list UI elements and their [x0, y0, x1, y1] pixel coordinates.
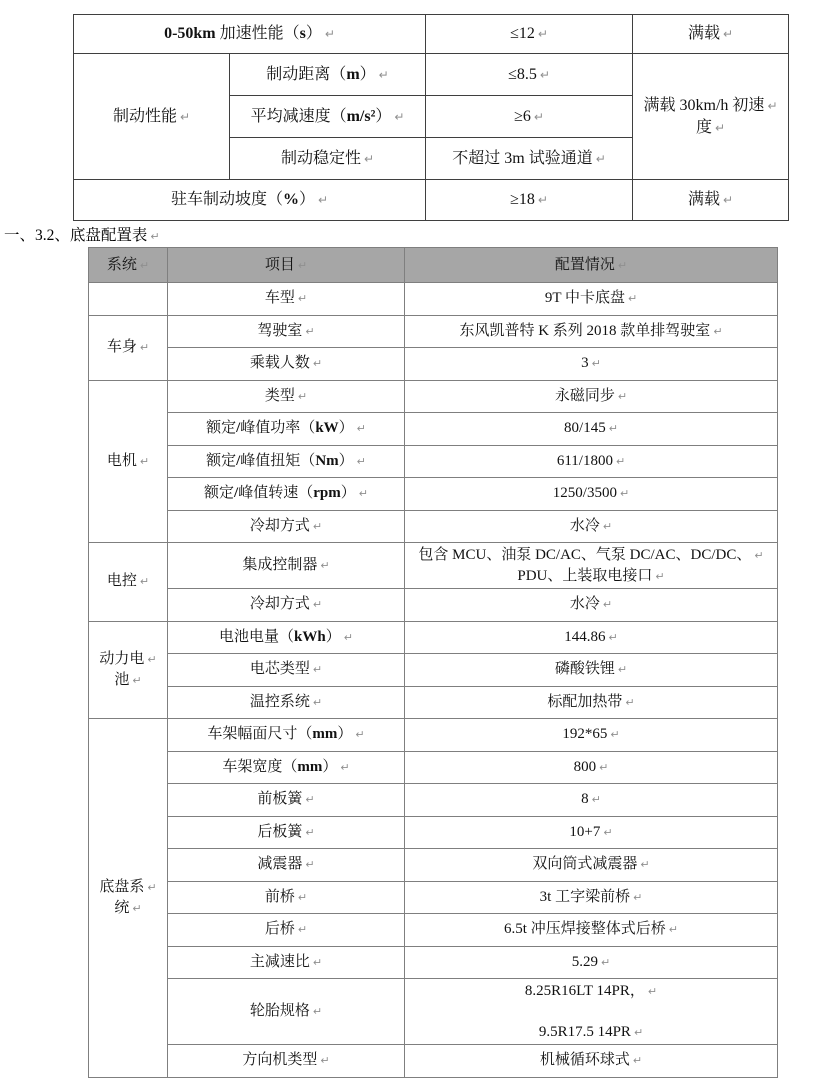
cell-text: s [299, 25, 306, 42]
cell-text: ） [298, 191, 315, 208]
paragraph-return-mark: ↵ [602, 519, 613, 533]
cell-system-control [89, 543, 168, 622]
cell-item [168, 881, 405, 914]
cell-item [168, 1045, 405, 1078]
cell-text: 满载 [687, 25, 720, 42]
paragraph-return-mark: ↵ [394, 109, 405, 124]
table-row [89, 751, 778, 784]
paragraph-return-mark: ↵ [655, 569, 665, 583]
paragraph-return-mark: ↵ [632, 1054, 643, 1068]
cell-text: 冷却方式 [249, 517, 310, 534]
table-row [89, 283, 778, 316]
cell-text: ） [359, 65, 376, 83]
paragraph-return-mark: ↵ [378, 67, 389, 82]
cell-text: m/s² [346, 107, 376, 125]
cell-text: 前桥 [264, 888, 295, 905]
paragraph-return-mark: ↵ [305, 324, 315, 338]
paragraph-return-mark: ↵ [533, 109, 544, 124]
paragraph-return-mark: ↵ [640, 858, 650, 872]
cell-config [405, 946, 778, 979]
table-row [89, 881, 778, 914]
paragraph-return-mark: ↵ [312, 598, 323, 612]
cell-text: mm [297, 758, 323, 775]
cell-text: 类型 [264, 387, 295, 404]
paragraph-return-mark: ↵ [601, 955, 611, 969]
cell-accel-value [426, 15, 633, 54]
paragraph-return-mark: ↵ [767, 98, 778, 113]
table-row [89, 445, 778, 478]
cell-text: 611/1800 [556, 452, 613, 469]
header-system [89, 248, 168, 283]
cell-text: 0-50km [164, 25, 216, 42]
paragraph-return-mark: ↵ [615, 454, 626, 468]
cell-config [405, 478, 778, 511]
paragraph-return-mark: ↵ [297, 389, 308, 403]
cell-system-chassis [89, 719, 168, 1078]
section-heading [4, 226, 160, 247]
paragraph-return-mark: ↵ [627, 292, 638, 306]
paragraph-return-mark: ↵ [297, 258, 308, 272]
cell-text: 峰值功率（ [240, 420, 316, 437]
cell-text: 800 [573, 758, 597, 775]
cell-text: 减震器 [257, 856, 303, 873]
cell-text: 底盘系 [99, 878, 145, 895]
paragraph-return-mark: ↵ [537, 27, 548, 41]
cell-item [168, 348, 405, 381]
cell-text: 制动距离（ [266, 65, 347, 83]
cell-text: 车架幅面尺寸（ [207, 726, 313, 743]
cell-text: 额定 [206, 420, 237, 437]
table-row [89, 510, 778, 543]
cell-stability-value [426, 138, 633, 180]
cell-text: ） [325, 628, 341, 645]
cell-text: 池 [114, 671, 130, 688]
cell-text: kW [315, 420, 339, 437]
cell-text: 项目 [264, 256, 295, 273]
paragraph-return-mark: ↵ [312, 519, 323, 533]
cell-brake-distance-label [230, 54, 426, 96]
cell-item [168, 979, 405, 1045]
cell-text: 10+7 [569, 823, 601, 840]
cell-item [168, 946, 405, 979]
cell-brake-condition [633, 54, 789, 180]
paragraph-return-mark: ↵ [147, 652, 157, 666]
cell-item [168, 784, 405, 817]
paragraph-return-mark: ↵ [139, 258, 150, 272]
cell-text: 192*65 [562, 726, 608, 743]
paragraph-return-mark: ↵ [320, 559, 330, 572]
table-row [89, 686, 778, 719]
cell-config [405, 445, 778, 478]
cell-text: 8.25R16LT 14PR， [524, 982, 645, 999]
cell-text: / [236, 452, 241, 469]
paragraph-return-mark: ↵ [297, 292, 308, 306]
cell-text: 标配加热带 [547, 693, 623, 710]
paragraph-return-mark: ↵ [312, 663, 323, 677]
paragraph-return-mark: ↵ [754, 548, 764, 562]
cell-config [405, 315, 778, 348]
paragraph-return-mark: ↵ [139, 454, 150, 468]
cell-item [168, 621, 405, 654]
table-row [89, 816, 778, 849]
paragraph-return-mark: ↵ [305, 825, 315, 839]
table-row [89, 315, 778, 348]
paragraph-return-mark: ↵ [147, 880, 157, 894]
cell-text: 水冷 [569, 517, 600, 534]
cell-text: m [346, 65, 360, 83]
cell-decel-label [230, 96, 426, 138]
cell-text: 额定 [206, 452, 237, 469]
cell-text: PDU、上装取电接口 [517, 567, 653, 584]
cell-system-battery [89, 621, 168, 719]
cell-item [168, 543, 405, 589]
cell-item [168, 413, 405, 446]
cell-text: 车身 [106, 339, 137, 355]
cell-config [405, 816, 778, 849]
table-row [89, 719, 778, 752]
cell-text: 制动稳定性 [280, 149, 361, 167]
cell-text: 1250/3500 [552, 485, 617, 502]
table-row [89, 413, 778, 446]
paragraph-return-mark: ↵ [722, 27, 734, 41]
cell-text: ≤12 [510, 25, 535, 42]
cell-text: 6.5t 冲压焊接整体式后桥 [504, 921, 666, 938]
paragraph-return-mark: ↵ [599, 760, 609, 774]
paragraph-return-mark: ↵ [139, 341, 150, 354]
paragraph-return-mark: ↵ [591, 793, 601, 807]
cell-text: 峰值转速（ [238, 485, 314, 502]
cell-config [405, 283, 778, 316]
cell-config [405, 849, 778, 882]
cell-text: 温控系统 [249, 693, 310, 710]
cell-config [405, 413, 778, 446]
cell-text: 包含 MCU、油泵 DC/AC、气泵 DC/AC、DC/DC、 [418, 546, 752, 563]
cell-text: 前板簧 [257, 791, 303, 808]
paragraph-return-mark: ↵ [608, 630, 618, 644]
paragraph-return-mark: ↵ [356, 454, 366, 468]
cell-text: 满载 [687, 191, 720, 208]
cell-item [168, 283, 405, 316]
cell-text: 轮胎规格 [249, 1003, 310, 1019]
cell-text: 机械循环球式 [539, 1052, 630, 1069]
cell-text: ≤8.5 [508, 65, 537, 83]
performance-table [73, 14, 789, 221]
cell-item [168, 816, 405, 849]
cell-text: ≥6 [514, 107, 531, 125]
table-row [89, 979, 778, 1045]
cell-text: 驻车制动坡度（ [170, 191, 283, 208]
cell-text: 平均减速度（ [250, 107, 347, 125]
cell-text: 车型 [264, 290, 295, 307]
cell-text: 9T 中卡底盘 [544, 290, 625, 307]
cell-text: 系统 [106, 256, 137, 273]
cell-text: 80/145 [564, 420, 606, 437]
cell-text: 制动性能 [112, 107, 177, 125]
cell-text: 统 [114, 899, 130, 916]
cell-text: ） [322, 758, 338, 775]
cell-text: 主减速比 [249, 953, 310, 970]
paragraph-return-mark: ↵ [343, 630, 353, 644]
paragraph-return-mark: ↵ [633, 1025, 644, 1039]
table-row [89, 654, 778, 687]
cell-text: 电机 [106, 452, 137, 469]
cell-config [405, 914, 778, 947]
paragraph-return-mark: ↵ [625, 695, 635, 709]
cell-text: 方向机类型 [242, 1052, 318, 1069]
cell-config [405, 380, 778, 413]
table-row [89, 914, 778, 947]
cell-config [405, 348, 778, 381]
cell-parkbrake-label [74, 180, 426, 221]
cell-parkbrake-condition [633, 180, 789, 221]
paragraph-return-mark: ↵ [297, 890, 308, 904]
paragraph-return-mark: ↵ [713, 324, 723, 338]
cell-text: % [282, 191, 299, 208]
cell-item [168, 654, 405, 687]
cell-text: 不超过 3m 试验通道 [452, 149, 593, 167]
paragraph-return-mark: ↵ [602, 598, 613, 612]
paragraph-return-mark: ↵ [312, 1005, 323, 1018]
cell-item [168, 478, 405, 511]
cell-text: 乘载人数 [249, 355, 310, 372]
paragraph-return-mark: ↵ [714, 120, 726, 135]
paragraph-return-mark: ↵ [591, 357, 601, 371]
cell-config [405, 979, 778, 1045]
cell-text: 车架宽度（ [222, 758, 298, 775]
cell-text: 加速性能（ [215, 25, 300, 42]
cell-item [168, 380, 405, 413]
cell-text: 东风凯普特 K 系列 2018 款单排驾驶室 [459, 322, 711, 339]
cell-text: 电控 [106, 573, 137, 590]
cell-text: / [234, 485, 239, 502]
cell-accel-label [74, 15, 426, 54]
cell-text: 5.29 [571, 953, 599, 970]
cell-config [405, 1045, 778, 1078]
paragraph-return-mark: ↵ [537, 193, 548, 207]
header-item [168, 248, 405, 283]
cell-brake-distance-value [426, 54, 633, 96]
table-row [74, 54, 789, 96]
cell-config [405, 751, 778, 784]
paragraph-return-mark: ↵ [355, 728, 365, 742]
table-row [89, 946, 778, 979]
cell-text: 双向筒式减震器 [532, 856, 638, 873]
cell-text: 峰值扭矩（ [240, 452, 316, 469]
table-row [89, 478, 778, 511]
paragraph-return-mark: ↵ [633, 890, 643, 904]
paragraph-return-mark: ↵ [132, 901, 142, 915]
paragraph-return-mark: ↵ [539, 67, 550, 82]
table-row [89, 784, 778, 817]
paragraph-return-mark: ↵ [320, 1054, 330, 1068]
cell-text: 水冷 [569, 596, 600, 613]
paragraph-return-mark: ↵ [297, 923, 308, 937]
table-row [89, 380, 778, 413]
cell-item [168, 686, 405, 719]
paragraph-return-mark: ↵ [722, 193, 734, 207]
cell-config [405, 510, 778, 543]
cell-config [405, 589, 778, 622]
cell-system-body [89, 315, 168, 380]
cell-text: ） [340, 485, 356, 502]
paragraph-return-mark: ↵ [619, 487, 630, 501]
cell-text: ） [305, 25, 322, 42]
table-row [89, 348, 778, 381]
cell-text: ） [375, 107, 392, 125]
cell-text: 满载 30km/h 初速 [643, 96, 765, 114]
cell-text: ） [338, 452, 354, 469]
table-row [89, 621, 778, 654]
cell-text: ） [338, 420, 354, 437]
paragraph-return-mark: ↵ [139, 575, 150, 589]
cell-text: Nm [315, 452, 339, 469]
cell-system-empty [89, 283, 168, 316]
cell-item [168, 445, 405, 478]
cell-text: 9.5R17.5 14PR [538, 1023, 631, 1040]
cell-text: 后桥 [264, 921, 295, 938]
cell-text: / [236, 420, 241, 437]
cell-text: 驾驶室 [257, 322, 303, 339]
paragraph-return-mark: ↵ [647, 984, 658, 998]
paragraph-return-mark: ↵ [668, 923, 678, 937]
cell-config [405, 621, 778, 654]
paragraph-return-mark: ↵ [324, 27, 335, 41]
paragraph-return-mark: ↵ [305, 858, 315, 872]
cell-decel-value [426, 96, 633, 138]
paragraph-return-mark: ↵ [608, 422, 618, 436]
table-row [74, 180, 789, 221]
table-row [89, 543, 778, 589]
cell-parkbrake-value [426, 180, 633, 221]
cell-text: 电芯类型 [249, 661, 310, 678]
cell-text: 144.86 [564, 628, 606, 645]
paragraph-return-mark: ↵ [617, 389, 628, 403]
cell-config [405, 719, 778, 752]
cell-text: 磷酸铁锂 [554, 661, 615, 678]
paragraph-return-mark: ↵ [312, 695, 323, 709]
cell-text: 一、3.2、底盘配置表 [4, 227, 148, 244]
table-row [89, 849, 778, 882]
paragraph-return-mark: ↵ [305, 793, 315, 807]
paragraph-return-mark: ↵ [132, 673, 142, 687]
cell-text: ） [337, 726, 353, 743]
cell-system-motor [89, 380, 168, 543]
paragraph-return-mark: ↵ [312, 955, 323, 969]
paragraph-return-mark: ↵ [603, 825, 613, 839]
paragraph-return-mark: ↵ [363, 151, 375, 166]
paragraph-return-mark: ↵ [356, 422, 366, 436]
cell-text: 额定 [204, 485, 235, 502]
cell-text: 集成控制器 [242, 557, 318, 573]
cell-text: 8 [581, 791, 589, 808]
paragraph-return-mark: ↵ [150, 230, 160, 243]
cell-text: kWh [294, 628, 326, 645]
cell-text: 度 [695, 118, 712, 136]
cell-config [405, 686, 778, 719]
cell-item [168, 914, 405, 947]
cell-config [405, 543, 778, 589]
table-row [89, 589, 778, 622]
cell-text: ≥18 [510, 191, 535, 208]
paragraph-return-mark: ↵ [340, 760, 350, 774]
cell-item [168, 719, 405, 752]
cell-config [405, 784, 778, 817]
cell-text: 电池电量（ [219, 628, 295, 645]
cell-text: 永磁同步 [554, 387, 615, 404]
paragraph-return-mark: ↵ [617, 663, 628, 677]
cell-item [168, 849, 405, 882]
cell-text: 动力电 [99, 650, 145, 667]
paragraph-return-mark: ↵ [617, 258, 628, 272]
cell-text: 冷却方式 [249, 596, 310, 613]
cell-stability-label [230, 138, 426, 180]
cell-item [168, 510, 405, 543]
cell-text: 配置情况 [554, 256, 615, 273]
cell-brake-group [74, 54, 230, 180]
cell-config [405, 654, 778, 687]
cell-text: 3t 工字梁前桥 [539, 888, 631, 905]
paragraph-return-mark: ↵ [358, 487, 368, 501]
cell-item [168, 751, 405, 784]
table-row [89, 1045, 778, 1078]
cell-item [168, 315, 405, 348]
cell-accel-condition [633, 15, 789, 54]
paragraph-return-mark: ↵ [595, 151, 606, 166]
chassis-config-table [88, 247, 778, 1078]
table-row [74, 15, 789, 54]
header-config [405, 248, 778, 283]
paragraph-return-mark: ↵ [179, 109, 191, 124]
cell-text: 3 [581, 355, 589, 372]
cell-config [405, 881, 778, 914]
paragraph-return-mark: ↵ [312, 357, 323, 371]
cell-text: rpm [313, 485, 341, 502]
cell-item [168, 589, 405, 622]
paragraph-return-mark: ↵ [610, 728, 620, 742]
cell-text: mm [312, 726, 338, 743]
cell-text: 后板簧 [257, 823, 303, 840]
table-header-row [89, 248, 778, 283]
paragraph-return-mark: ↵ [317, 193, 329, 207]
